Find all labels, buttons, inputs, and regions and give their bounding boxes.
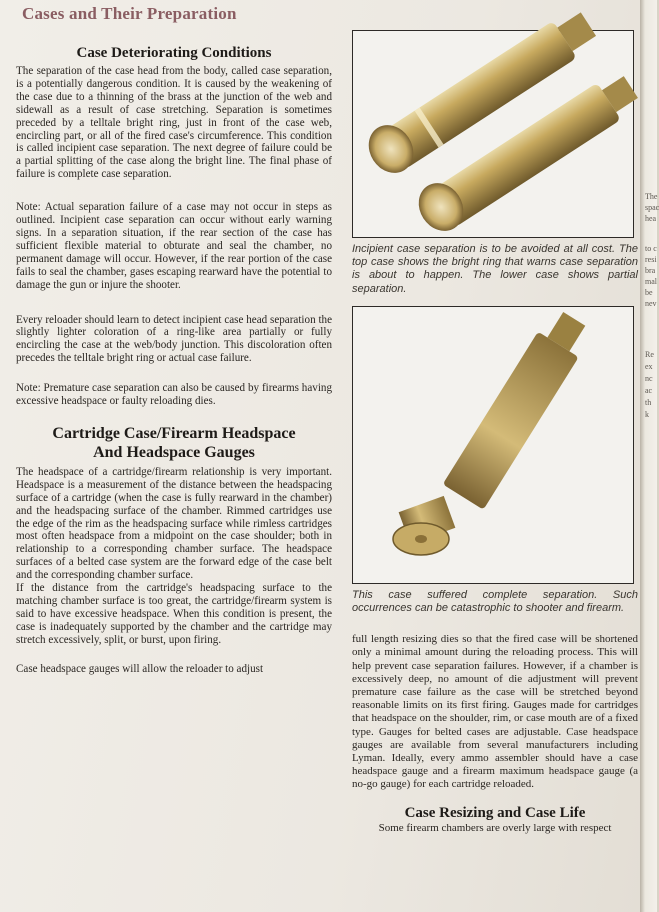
heading-headspace-line2: And Headspace Gauges (93, 443, 255, 461)
paragraph-resizing-dies: full length resizing dies so that the fired case will be shortened only a minimal amount during the reloading process. This will help prevent case separation failures. However, if a chamber is excessively deep, no amount of die adjustment will prevent premature case failure as the case will be stretched beyond reasonable limits on its first firing. Gauges made for cartridges that headspace on the shoulder, rim, or case mouth are of a fixed type. Gauges for belted cases are adjustable. Case headspace gauges are available from several manufacturers including Lyman. Ideally, every ammo assembler should have a case headspace gauge and a firearm maximum headspace gauge (a no-go gauge) for each cartridge reloaded. (352, 633, 638, 791)
facing-page-edge (640, 0, 657, 912)
paragraph-note-actual: Note: Actual separation failure of a case may not occur in steps as outlined. Incipient case separation can occur without early warning signs. In a separation situation, if the rear section of the case has sufficient flexible material to obturate and seal the chamber, no permanent damage will occur. However, if the rear portion of the case fails to seal the chamber, gases escaping rearward have the potential to damage the gun or injure the shooter. (16, 201, 332, 291)
edge-word: resi (645, 255, 657, 264)
running-head: Cases and Their Preparation (22, 4, 237, 23)
heading-case-resizing: Case Resizing and Case Life (404, 804, 586, 821)
paragraph-detect: Every reloader should learn to detect incipient case head separation the slightly lighter coloration of a ring-like area partially or fully encircling the case at the web/body junction. This discoloration often precedes the telltale bright ring or actual case failure. (16, 313, 332, 365)
caption-incipient: Incipient case separation is to be avoided at all cost. The top case shows the bright ring that warns case separation is about to happen. The lower case shows partial separation. (352, 243, 638, 295)
paragraph-excessive: If the distance from the cartridge's headspacing surface to the matching chamber surface is too great, the cartridge/firearm system is said to have excessive headspace. When this condition is present, the case is inadequately supported by the chamber and the cartridge may stretch excessively, split, or burst, upon firing. (16, 582, 332, 646)
caption-complete: This case suffered complete separation. Such occurrences can be catastrophic to shooter and firearm. (352, 588, 638, 615)
left-column (16, 44, 332, 676)
edge-word: hea (645, 214, 657, 223)
heading-headspace-line1: Cartridge Case/Firearm Headspace (52, 424, 296, 442)
edge-word: The (645, 192, 658, 201)
edge-word: nc (645, 374, 653, 383)
edge-word: mal (645, 277, 657, 286)
edge-word: th (645, 398, 652, 407)
paragraph-headspace: The headspace of a cartridge/firearm relationship is very important. Headspace is a measurement of the distance between the headspacing surface of a cartridge (when the case is fully rearward in the chamber) and the headspacing surface of the chamber. Rimmed cartridges use the edge of the rim as the headspacing surface while rimless cartridges most often headspace from a midpoint on the case shoulder; both in relationship to a corresponding chamber surface. The headspace surfaces of a belted case system are the forward edge of the case belt and the corresponding chamber surface. (16, 465, 332, 582)
edge-word: ex (645, 362, 653, 371)
separated-case-image (353, 307, 635, 585)
paragraph-note-premature: Note: Premature case separation can also be caused by firearms having excessive headspace or faulty reloading dies. (16, 382, 332, 408)
edge-word: ac (645, 386, 653, 395)
edge-word: bra (645, 266, 656, 275)
edge-word: to c (645, 244, 657, 253)
paragraph-gauges-start: Case headspace gauges will allow the reloader to adjust (16, 662, 264, 675)
edge-word: be (645, 288, 653, 297)
case-body (443, 306, 595, 510)
cartridge-cases-image (353, 31, 635, 239)
edge-word: Re (645, 350, 654, 359)
paragraph-separation: The separation of the case head from the body, called case separation, is a potentially dangerous condition. It is caused by the weakening of the case due to a thinning of the brass at the junction of the web and sidewall as a result of case stretching. Separation is sometimes preceded by a telltale bright ring, just in front of the case web, encircling part, or all of the fired case's circumference. This condition is called incipient case separation. The next degree of failure could be a partial splitting of the case along the bright line. The final phase of failure is complete case separation. (16, 65, 332, 181)
case-head (393, 496, 455, 555)
heading-case-deteriorating: Case Deteriorating Conditions (76, 45, 272, 61)
photo-incipient-separation (352, 30, 634, 238)
photo-complete-separation (352, 306, 634, 584)
paragraph-chambers: Some firearm chambers are overly large with respect (378, 821, 612, 834)
right-column (352, 30, 638, 835)
edge-word: nev (645, 299, 657, 308)
edge-word: spac (645, 203, 659, 212)
edge-word: k (645, 410, 649, 419)
